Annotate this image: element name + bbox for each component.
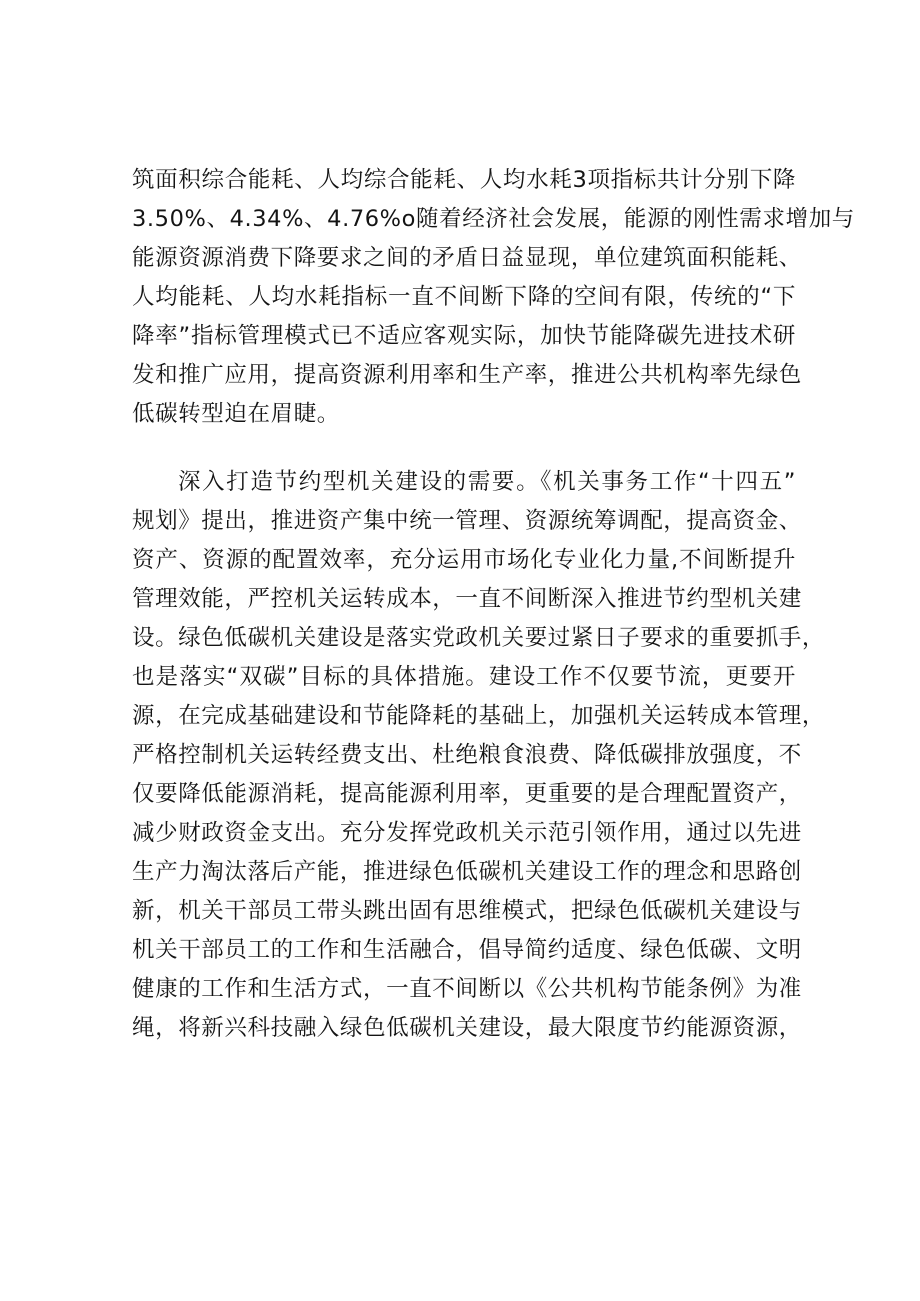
text-line: 严格控制机关运转经费支出、杜绝粮食浪费、降低碳排放强度，不 (132, 742, 802, 768)
text-line: 源，在完成基础建设和节能降耗的基础上，加强机关运转成本管理， (132, 703, 826, 729)
text-line: 仅要降低能源消耗，提高能源利用率，更重要的是合理配置资产， (132, 781, 802, 807)
text-line: 生产力淘汰落后产能，推进绿色低碳机关建设工作的理念和思路创 (132, 859, 802, 885)
text-line: 新，机关干部员工带头跳出固有思维模式，把绿色低碳机关建设与 (132, 898, 802, 924)
text-line: 绳，将新兴科技融入绿色低碳机关建设，最大限度节约能源资源， (132, 1015, 802, 1041)
text-line: 低碳转型迫在眉睫。 (132, 401, 340, 427)
text-line: 健康的工作和生活方式，一直不间断以《公共机构节能条例》为准 (132, 976, 802, 1002)
text-line: 规划》提出，推进资产集中统一管理、资源统筹调配，提高资金、 (132, 508, 802, 534)
text-line: 深入打造节约型机关建设的需要。《机关事务工作“十四五” (178, 469, 796, 495)
text-line: 发和推广应用，提高资源利用率和生产率，推进公共机构率先绿色 (132, 362, 802, 388)
paragraph-conservation-oriented-agency (132, 463, 826, 1048)
text-line: 也是落实“双碳”目标的具体措施。建设工作不仅要节流，更要开 (132, 664, 796, 690)
text-line: 降率”指标管理模式已不适应客观实际，加快节能降碳先进技术研 (132, 323, 796, 349)
text-line: 减少财政资金支出。充分发挥党政机关示范引领作用，通过以先进 (132, 820, 802, 846)
text-line: 能源资源消费下降要求之间的矛盾日益显现，单位建筑面积能耗、 (132, 245, 802, 271)
text-line: 筑面积综合能耗、人均综合能耗、人均水耗3项指标共计分别下降 (132, 167, 796, 193)
text-line: 设。绿色低碳机关建设是落实党政机关要过紧日子要求的重要抓手， (132, 625, 826, 651)
text-line: 管理效能，严控机关运转成本，一直不间断深入推进节约型机关建 (132, 586, 802, 612)
paragraph-energy-consumption (132, 161, 855, 434)
text-line: 人均能耗、人均水耗指标一直不间断下降的空间有限，传统的“下 (132, 284, 796, 310)
text-line: 机关干部员工的工作和生活融合，倡导简约适度、绿色低碳、文明 (132, 937, 802, 963)
text-line: 资产、资源的配置效率，充分运用市场化专业化力量,不间断提升 (132, 547, 796, 573)
text-line: 3.50%、4.34%、4.76%o随着经济社会发展，能源的刚性需求增加与 (132, 206, 855, 232)
